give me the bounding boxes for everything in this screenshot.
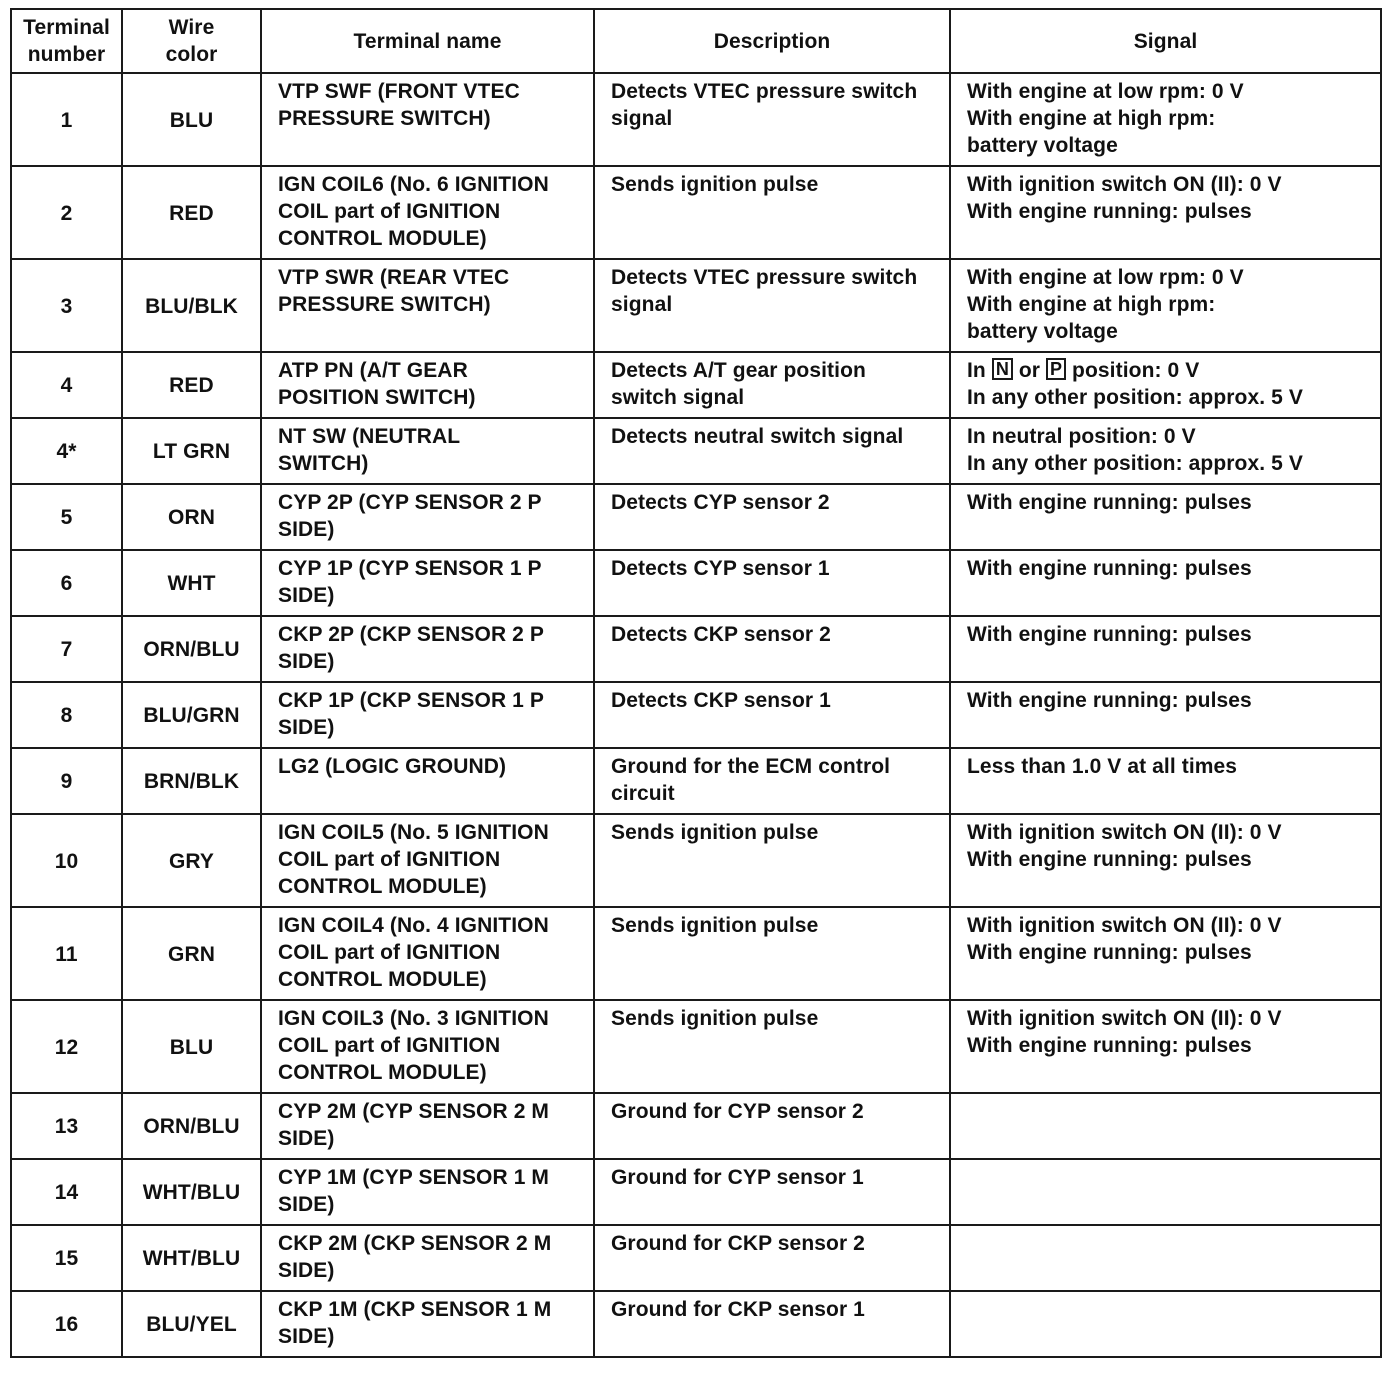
signal-cell xyxy=(950,73,1381,166)
terminal-name-line: CONTROL MODULE) xyxy=(278,227,487,250)
terminal-name-line: CYP 1P (CYP SENSOR 1 P xyxy=(278,557,542,580)
table-row xyxy=(11,352,1381,418)
description-cell xyxy=(594,1159,950,1225)
description-line: Sends ignition pulse xyxy=(611,1007,819,1030)
terminal-number-cell: 12 xyxy=(11,1000,122,1093)
signal-cell xyxy=(950,484,1381,550)
table-row xyxy=(11,259,1381,352)
header-description: Description xyxy=(594,9,950,73)
description-cell xyxy=(594,166,950,259)
description-cell xyxy=(594,550,950,616)
signal-line xyxy=(967,357,1372,384)
description-line: signal xyxy=(611,107,673,130)
terminal-number-cell: 8 xyxy=(11,682,122,748)
table-row xyxy=(11,616,1381,682)
terminal-number-cell: 4* xyxy=(11,418,122,484)
signal-line: With engine running: pulses xyxy=(967,848,1252,871)
terminal-number-cell: 14 xyxy=(11,1159,122,1225)
header-terminal-name: Terminal name xyxy=(261,9,594,73)
table-row xyxy=(11,418,1381,484)
wire-color-cell: ORN xyxy=(122,484,261,550)
terminal-number-cell: 11 xyxy=(11,907,122,1000)
description-cell xyxy=(594,1291,950,1357)
terminal-name-line: CKP 2P (CKP SENSOR 2 P xyxy=(278,623,544,646)
description-line: Ground for the ECM control xyxy=(611,755,891,778)
signal-line: With ignition switch ON (II): 0 V xyxy=(967,914,1282,937)
table-row xyxy=(11,484,1381,550)
terminal-name-line: IGN COIL3 (No. 3 IGNITION xyxy=(278,1007,549,1030)
terminal-number-cell: 13 xyxy=(11,1093,122,1159)
description-cell xyxy=(594,1093,950,1159)
wire-color-cell: WHT/BLU xyxy=(122,1159,261,1225)
terminal-name-line: CYP 1M (CYP SENSOR 1 M xyxy=(278,1166,549,1189)
description-cell xyxy=(594,907,950,1000)
terminal-name-line: COIL part of IGNITION xyxy=(278,941,501,964)
terminal-name-line: SIDE) xyxy=(278,584,335,607)
terminal-name-line: COIL part of IGNITION xyxy=(278,200,501,223)
signal-text: or xyxy=(1018,359,1041,382)
signal-cell xyxy=(950,352,1381,418)
wire-color-cell: ORN/BLU xyxy=(122,1093,261,1159)
terminal-name-line: COIL part of IGNITION xyxy=(278,1034,501,1057)
header-signal: Signal xyxy=(950,9,1381,73)
terminal-name-line: COIL part of IGNITION xyxy=(278,848,501,871)
signal-cell xyxy=(950,166,1381,259)
terminal-name-line: PRESSURE SWITCH) xyxy=(278,293,491,316)
terminal-name-cell xyxy=(261,616,594,682)
description-line: signal xyxy=(611,293,673,316)
terminal-name-cell xyxy=(261,1159,594,1225)
signal-line: In any other position: approx. 5 V xyxy=(967,452,1303,475)
signal-cell xyxy=(950,1000,1381,1093)
terminal-name-cell xyxy=(261,1291,594,1357)
description-line: Sends ignition pulse xyxy=(611,821,819,844)
signal-line: With engine running: pulses xyxy=(967,689,1252,712)
description-line: Detects CYP sensor 1 xyxy=(611,557,830,580)
header-row xyxy=(11,9,1381,73)
description-cell xyxy=(594,73,950,166)
terminal-name-cell xyxy=(261,73,594,166)
terminal-name-cell xyxy=(261,1225,594,1291)
park-position-box: P xyxy=(1046,358,1066,380)
terminal-name-line: LG2 (LOGIC GROUND) xyxy=(278,755,507,778)
terminal-name-line: PRESSURE SWITCH) xyxy=(278,107,491,130)
terminal-number-cell: 1 xyxy=(11,73,122,166)
terminal-name-line: CKP 1M (CKP SENSOR 1 M xyxy=(278,1298,552,1321)
wire-color-cell: WHT xyxy=(122,550,261,616)
terminal-name-line: SIDE) xyxy=(278,716,335,739)
signal-cell xyxy=(950,550,1381,616)
wire-color-cell: GRY xyxy=(122,814,261,907)
wire-color-cell: WHT/BLU xyxy=(122,1225,261,1291)
wire-color-cell: BLU/GRN xyxy=(122,682,261,748)
terminal-name-cell xyxy=(261,418,594,484)
wire-color-cell: LT GRN xyxy=(122,418,261,484)
description-line: Detects CKP sensor 1 xyxy=(611,689,831,712)
terminal-number-cell: 2 xyxy=(11,166,122,259)
signal-cell xyxy=(950,1093,1381,1159)
terminal-name-cell xyxy=(261,550,594,616)
signal-line: With ignition switch ON (II): 0 V xyxy=(967,173,1282,196)
signal-line: With engine running: pulses xyxy=(967,941,1252,964)
table-row xyxy=(11,907,1381,1000)
wire-color-cell: RED xyxy=(122,352,261,418)
description-cell xyxy=(594,1000,950,1093)
signal-line: With engine running: pulses xyxy=(967,200,1252,223)
table-row xyxy=(11,73,1381,166)
terminal-name-line: SIDE) xyxy=(278,650,335,673)
wire-color-cell: BLU/BLK xyxy=(122,259,261,352)
signal-cell xyxy=(950,748,1381,814)
terminal-name-cell xyxy=(261,907,594,1000)
description-cell xyxy=(594,484,950,550)
terminal-name-cell xyxy=(261,484,594,550)
signal-cell xyxy=(950,682,1381,748)
terminal-number-cell: 9 xyxy=(11,748,122,814)
terminal-number-cell: 15 xyxy=(11,1225,122,1291)
signal-line: With engine running: pulses xyxy=(967,623,1252,646)
description-line: Detects CKP sensor 2 xyxy=(611,623,831,646)
terminal-name-line: IGN COIL6 (No. 6 IGNITION xyxy=(278,173,549,196)
signal-line: With ignition switch ON (II): 0 V xyxy=(967,1007,1282,1030)
terminal-name-line: ATP PN (A/T GEAR xyxy=(278,359,468,382)
terminal-name-cell xyxy=(261,682,594,748)
signal-line: With engine running: pulses xyxy=(967,557,1252,580)
terminal-name-line: SIDE) xyxy=(278,1325,335,1348)
description-cell xyxy=(594,814,950,907)
description-cell xyxy=(594,259,950,352)
signal-line: With engine at high rpm: xyxy=(967,293,1216,316)
description-line: Sends ignition pulse xyxy=(611,173,819,196)
signal-line: In any other position: approx. 5 V xyxy=(967,386,1303,409)
description-line: Sends ignition pulse xyxy=(611,914,819,937)
signal-cell xyxy=(950,259,1381,352)
description-cell xyxy=(594,1225,950,1291)
terminal-name-cell xyxy=(261,352,594,418)
header-terminal-number: Terminal number xyxy=(11,9,122,73)
terminal-name-line: CONTROL MODULE) xyxy=(278,875,487,898)
wire-color-cell: BRN/BLK xyxy=(122,748,261,814)
signal-line: In neutral position: 0 V xyxy=(967,425,1196,448)
terminal-name-line: IGN COIL5 (No. 5 IGNITION xyxy=(278,821,549,844)
terminal-name-line: CONTROL MODULE) xyxy=(278,968,487,991)
terminal-name-line: SIDE) xyxy=(278,518,335,541)
description-line: switch signal xyxy=(611,386,745,409)
table-row xyxy=(11,1291,1381,1357)
terminal-name-cell xyxy=(261,814,594,907)
terminal-name-line: POSITION SWITCH) xyxy=(278,386,476,409)
signal-line: With engine running: pulses xyxy=(967,1034,1252,1057)
description-cell xyxy=(594,418,950,484)
description-line: Ground for CKP sensor 2 xyxy=(611,1232,865,1255)
terminal-name-line: SWITCH) xyxy=(278,452,369,475)
table-row xyxy=(11,748,1381,814)
signal-cell xyxy=(950,1291,1381,1357)
description-line: circuit xyxy=(611,782,675,805)
description-line: Ground for CYP sensor 2 xyxy=(611,1100,864,1123)
terminal-name-line: CYP 2M (CYP SENSOR 2 M xyxy=(278,1100,549,1123)
terminal-name-line: SIDE) xyxy=(278,1127,335,1150)
description-cell xyxy=(594,352,950,418)
description-cell xyxy=(594,682,950,748)
table-row xyxy=(11,814,1381,907)
signal-text: In xyxy=(967,359,986,382)
signal-line: With engine at high rpm: xyxy=(967,107,1216,130)
table-row xyxy=(11,1159,1381,1225)
signal-cell xyxy=(950,907,1381,1000)
description-cell xyxy=(594,748,950,814)
wire-color-cell: BLU xyxy=(122,73,261,166)
description-cell xyxy=(594,616,950,682)
table-row xyxy=(11,1093,1381,1159)
terminal-number-cell: 4 xyxy=(11,352,122,418)
terminal-name-cell xyxy=(261,748,594,814)
signal-line: battery voltage xyxy=(967,134,1118,157)
table-body xyxy=(11,73,1381,1357)
terminal-name-cell xyxy=(261,1093,594,1159)
description-line: Detects A/T gear position xyxy=(611,359,866,382)
signal-cell xyxy=(950,418,1381,484)
header-wire-color: Wire color xyxy=(122,9,261,73)
wire-color-cell: RED xyxy=(122,166,261,259)
terminal-name-line: CYP 2P (CYP SENSOR 2 P xyxy=(278,491,542,514)
wire-color-cell: BLU xyxy=(122,1000,261,1093)
table-row xyxy=(11,166,1381,259)
description-line: Ground for CKP sensor 1 xyxy=(611,1298,865,1321)
terminal-name-line: VTP SWF (FRONT VTEC xyxy=(278,80,520,103)
signal-line: Less than 1.0 V at all times xyxy=(967,755,1238,778)
terminal-number-cell: 5 xyxy=(11,484,122,550)
terminal-name-line: IGN COIL4 (No. 4 IGNITION xyxy=(278,914,549,937)
signal-cell xyxy=(950,616,1381,682)
description-line: Detects VTEC pressure switch xyxy=(611,80,918,103)
signal-line: battery voltage xyxy=(967,320,1118,343)
table-row xyxy=(11,550,1381,616)
terminal-number-cell: 3 xyxy=(11,259,122,352)
neutral-position-box: N xyxy=(992,358,1013,380)
terminal-name-line: SIDE) xyxy=(278,1259,335,1282)
wire-color-cell: GRN xyxy=(122,907,261,1000)
terminal-number-cell: 10 xyxy=(11,814,122,907)
signal-text: position: 0 V xyxy=(1072,359,1200,382)
terminal-number-cell: 16 xyxy=(11,1291,122,1357)
signal-line: With ignition switch ON (II): 0 V xyxy=(967,821,1282,844)
terminal-name-line: CONTROL MODULE) xyxy=(278,1061,487,1084)
signal-cell xyxy=(950,814,1381,907)
signal-line: With engine running: pulses xyxy=(967,491,1252,514)
terminal-number-cell: 7 xyxy=(11,616,122,682)
terminal-name-cell xyxy=(261,259,594,352)
terminal-name-cell xyxy=(261,166,594,259)
signal-line: With engine at low rpm: 0 V xyxy=(967,80,1244,103)
terminal-table xyxy=(10,8,1382,1358)
terminal-name-line: VTP SWR (REAR VTEC xyxy=(278,266,510,289)
table-row xyxy=(11,1225,1381,1291)
terminal-name-line: CKP 2M (CKP SENSOR 2 M xyxy=(278,1232,552,1255)
terminal-number-cell: 6 xyxy=(11,550,122,616)
table-row xyxy=(11,682,1381,748)
description-line: Detects VTEC pressure switch xyxy=(611,266,918,289)
signal-cell xyxy=(950,1225,1381,1291)
terminal-name-line: CKP 1P (CKP SENSOR 1 P xyxy=(278,689,544,712)
description-line: Detects neutral switch signal xyxy=(611,425,904,448)
terminal-name-line: SIDE) xyxy=(278,1193,335,1216)
description-line: Detects CYP sensor 2 xyxy=(611,491,830,514)
signal-line: With engine at low rpm: 0 V xyxy=(967,266,1244,289)
wire-color-cell: ORN/BLU xyxy=(122,616,261,682)
wire-color-cell: BLU/YEL xyxy=(122,1291,261,1357)
signal-cell xyxy=(950,1159,1381,1225)
table-row xyxy=(11,1000,1381,1093)
description-line: Ground for CYP sensor 1 xyxy=(611,1166,864,1189)
terminal-name-line: NT SW (NEUTRAL xyxy=(278,425,461,448)
terminal-name-cell xyxy=(261,1000,594,1093)
